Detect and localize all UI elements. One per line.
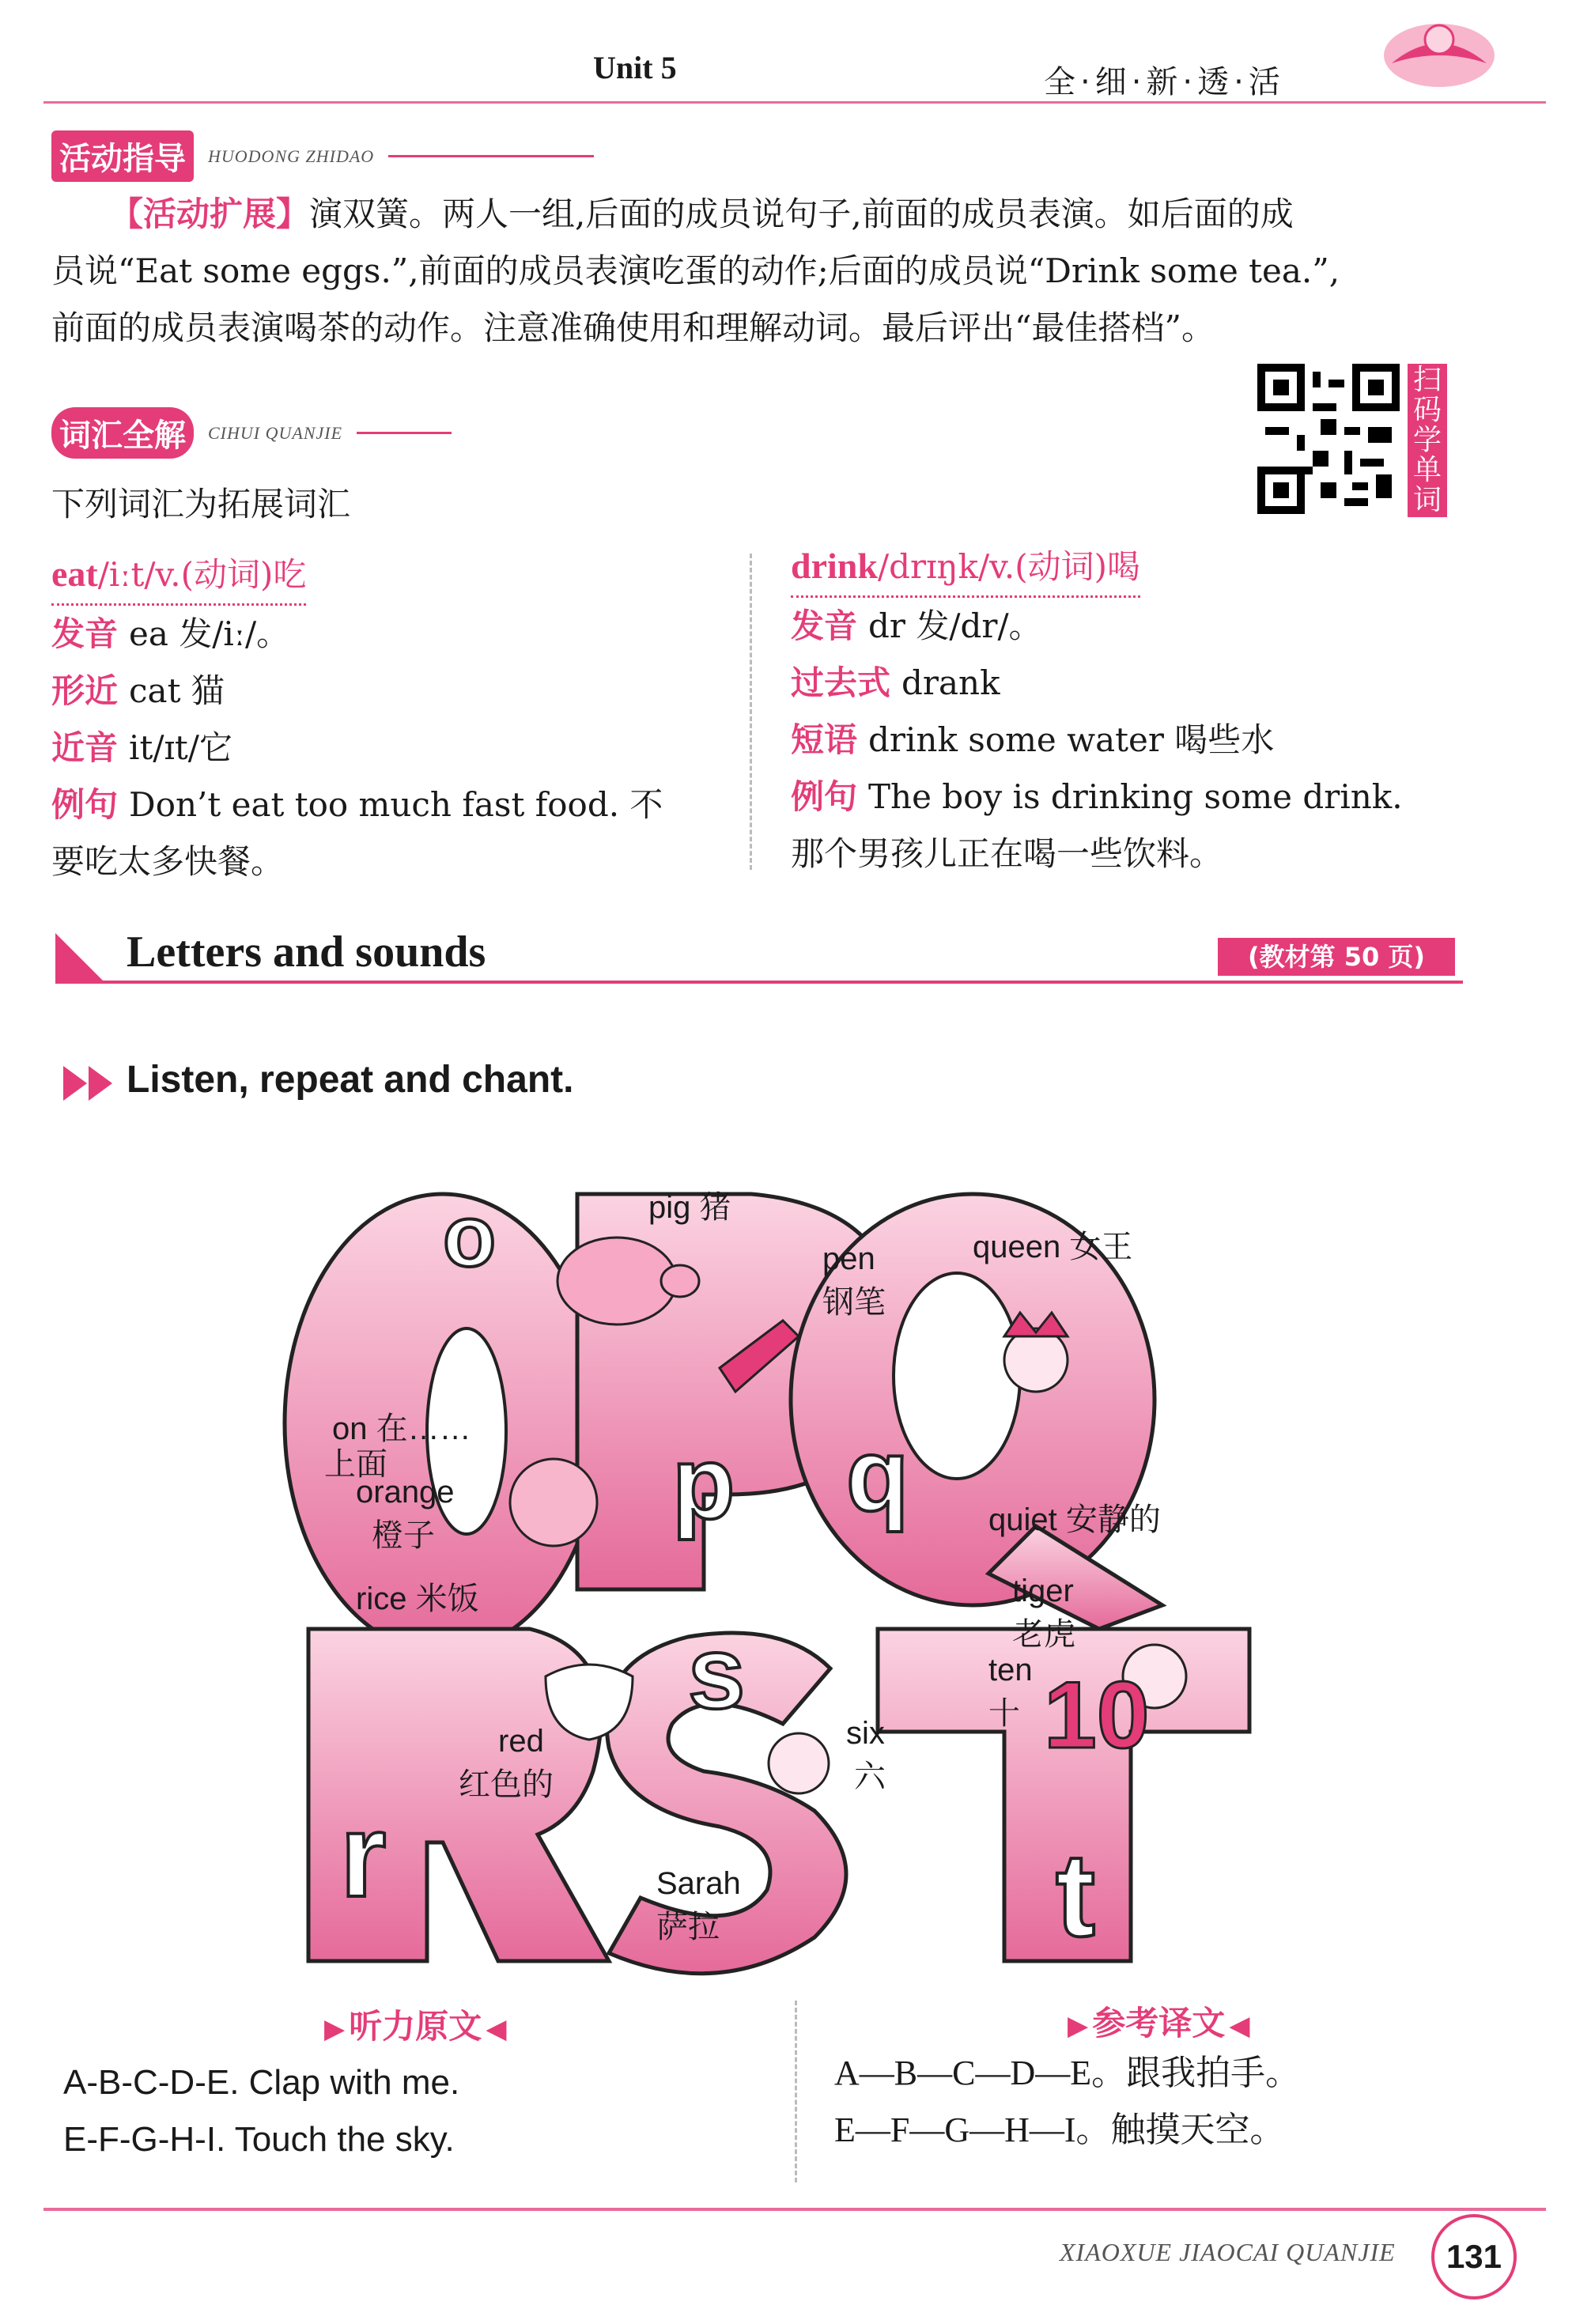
double-arrow-icon	[63, 1066, 87, 1101]
label-on-cn: 上面	[324, 1447, 387, 1482]
vocab-left-text: ea 发/iː/。	[129, 614, 290, 653]
heading-arrow-icon: ▶	[324, 2013, 346, 2045]
translation-line: A—B—C—D—E。跟我拍手。	[834, 2054, 1301, 2092]
translation-heading	[1068, 1997, 1250, 2045]
letter-o: o	[443, 1188, 497, 1285]
heading-arrow-icon: ◀	[486, 2013, 507, 2045]
activity-tag-label: 活动指导	[51, 130, 194, 182]
letters-illustration	[277, 1162, 1257, 1977]
vocab-right-text: drink some water 喝些水	[868, 720, 1275, 759]
activity-text	[51, 186, 1459, 357]
activity-lead: 【活动扩展】	[110, 195, 310, 233]
vocab-left-text: cat 猫	[129, 671, 225, 710]
letter-t: t	[1056, 1828, 1095, 1961]
activity-line-3: 前面的成员表演喝茶的动作。注意准确使用和理解动词。最后评出“最佳搭档”。	[51, 308, 1215, 347]
vocab-divider	[750, 554, 752, 870]
letter-p: p	[672, 1425, 735, 1540]
label-tiger-cn: 老虎	[1012, 1617, 1075, 1652]
unit-title: Unit 5	[593, 50, 677, 85]
vocab-left	[51, 546, 731, 890]
heading-arrow-icon: ◀	[1229, 2010, 1250, 2042]
vocab-left-word: eat	[51, 554, 98, 594]
vocab-left-text: Don’t eat too much fast food. 不	[129, 785, 663, 824]
header-logo-icon	[1376, 8, 1502, 95]
footer-rule	[43, 2208, 1546, 2211]
vocab-left-label: 近音	[51, 728, 119, 767]
label-rice: rice 米饭	[356, 1581, 479, 1616]
footer-text: XIAOXUE JIAOCAI QUANJIE	[1060, 2238, 1396, 2266]
vocab-left-continuation: 要吃太多快餐。	[51, 842, 285, 881]
vocab-right-label: 过去式	[791, 663, 891, 702]
label-queen: queen 女王	[973, 1230, 1133, 1264]
vocab-right	[791, 538, 1471, 882]
double-arrow-icon	[89, 1066, 112, 1101]
label-pig: pig 猪	[648, 1190, 731, 1225]
header-rule	[43, 101, 1546, 104]
label-six-cn: 六	[854, 1759, 886, 1794]
vocab-tag-roman: CIHUI QUANJIE	[208, 422, 343, 443]
vocab-left-row	[51, 777, 731, 833]
vocab-tag	[51, 407, 452, 459]
qr-code[interactable]	[1257, 364, 1400, 514]
activity-line-2: 员说“Eat some eggs.”,前面的成员表演吃蛋的动作;后面的成员说“Drink some tea.”,	[51, 251, 1340, 290]
label-red: red	[498, 1724, 544, 1759]
vocab-right-continuation: 那个男孩儿正在喝一些饮料。	[791, 834, 1223, 873]
vocab-left-row	[51, 663, 731, 720]
page-reference: (教材第 50 页)	[1218, 938, 1455, 976]
vocab-right-label: 例句	[791, 777, 858, 816]
label-quiet: quiet 安静的	[988, 1502, 1161, 1537]
page-number: 131	[1431, 2214, 1517, 2299]
letter-s: s	[688, 1615, 746, 1730]
letters-rule	[55, 981, 1463, 984]
vocab-right-text: dr 发/dr/。	[868, 607, 1042, 645]
series-title: 全·细·新·透·活	[1044, 64, 1285, 100]
vocab-left-row	[51, 720, 731, 777]
label-sarah: Sarah	[656, 1866, 741, 1901]
vocab-right-headline	[791, 538, 1140, 598]
label-on: on 在……	[332, 1411, 471, 1446]
label-ten: ten	[988, 1653, 1033, 1687]
vocab-left-headline	[51, 546, 306, 606]
label-orange-cn: 橙子	[372, 1518, 435, 1553]
vocab-right-row	[791, 769, 1471, 826]
vocab-tag-label: 词汇全解	[51, 407, 194, 459]
original-line: E-F-G-H-I. Touch the sky.	[63, 2120, 455, 2159]
label-ten-number: 10	[1044, 1662, 1150, 1768]
activity-tag-line	[388, 155, 594, 157]
original-title: 听力原文	[349, 2007, 482, 2046]
vocab-right-row	[791, 655, 1471, 712]
activity-tag	[51, 130, 594, 182]
vocab-right-entry: /drɪŋk/v.(动词)喝	[877, 547, 1141, 586]
label-orange: orange	[356, 1475, 455, 1510]
vocab-right-text: The boy is drinking some drink.	[868, 777, 1403, 816]
label-sarah-cn: 萨拉	[656, 1910, 720, 1944]
vocab-right-text: drank	[901, 663, 1000, 702]
label-pen: pen	[822, 1241, 875, 1276]
vocab-left-text: it/ɪt/它	[129, 728, 232, 767]
translation-title: 参考译文	[1092, 2004, 1226, 2042]
activity-line-1-text: 演双簧。两人一组,后面的成员说句子,前面的成员表演。如后面的成	[309, 195, 1294, 233]
vocab-left-label: 形近	[51, 671, 119, 710]
label-six: six	[846, 1716, 885, 1751]
script-divider	[795, 2001, 797, 2182]
vocab-right-word: drink	[791, 546, 878, 586]
activity-line-1	[51, 186, 1459, 243]
label-tiger: tiger	[1012, 1574, 1074, 1608]
vocab-left-row	[51, 606, 731, 663]
qr-label: 扫码学单词	[1408, 364, 1447, 517]
vocab-right-row	[791, 712, 1471, 769]
listen-instruction: Listen, repeat and chant.	[127, 1059, 574, 1101]
label-ten-cn: 十	[988, 1696, 1020, 1731]
original-heading	[324, 2001, 507, 2048]
vocab-right-row	[791, 598, 1471, 655]
letter-r: r	[340, 1789, 387, 1922]
vocab-left-label: 例句	[51, 785, 119, 824]
translation-lines	[834, 2045, 1300, 2159]
original-lines	[63, 2054, 459, 2168]
letter-q: q	[846, 1417, 909, 1532]
vocab-left-entry: /iːt/v.(动词)吃	[97, 555, 307, 594]
activity-tag-roman: HUODONG ZHIDAO	[208, 145, 375, 166]
heading-arrow-icon: ▶	[1068, 2010, 1089, 2042]
label-pen-cn: 钢笔	[822, 1285, 886, 1320]
original-line: A-B-C-D-E. Clap with me.	[63, 2063, 460, 2102]
translation-line: E—F—G—H—I。触摸天空。	[834, 2110, 1285, 2149]
vocab-tag-line	[357, 432, 452, 434]
vocab-right-label: 发音	[791, 607, 858, 645]
vocab-right-label: 短语	[791, 720, 858, 759]
vocab-left-label: 发音	[51, 614, 119, 653]
label-red-cn: 红色的	[459, 1767, 554, 1802]
letters-title: Letters and sounds	[127, 928, 486, 977]
section-triangle-icon	[55, 933, 104, 982]
vocab-intro: 下列词汇为拓展词汇	[51, 485, 351, 523]
